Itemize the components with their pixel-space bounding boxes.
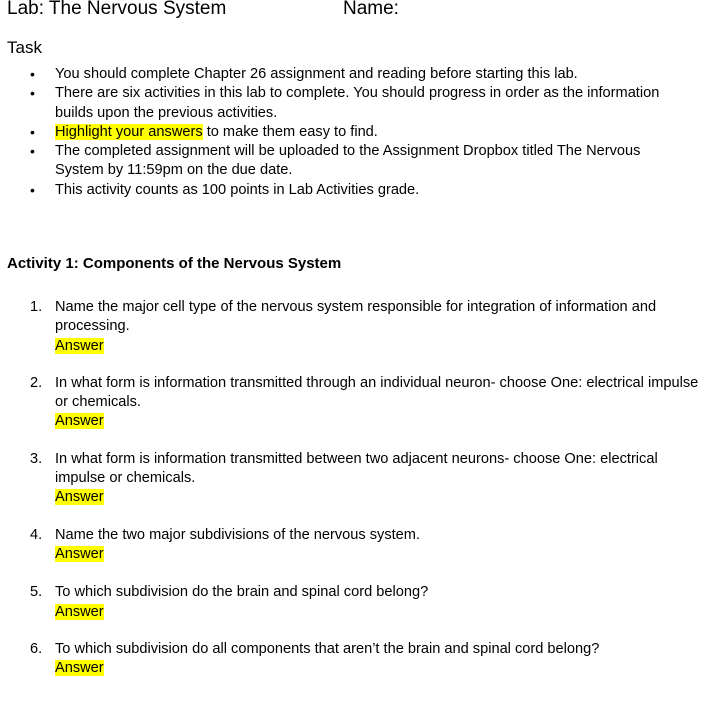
task-item: [0, 84, 680, 123]
name-label: Name:: [343, 0, 399, 19]
question-number: 4.: [30, 526, 43, 543]
question-number: 2.: [30, 374, 43, 391]
bullet-icon: •: [30, 66, 35, 82]
answer-field[interactable]: Answer: [55, 603, 104, 620]
question-item: [0, 298, 700, 356]
answer-field[interactable]: Answer: [55, 660, 104, 677]
highlighted-text: Highlight your answers: [55, 123, 203, 140]
question-item: [0, 450, 700, 508]
question-item: [0, 583, 700, 622]
lab-title: Lab: The Nervous System: [7, 0, 227, 19]
question-number: 1.: [30, 299, 43, 315]
answer-field[interactable]: Answer: [55, 489, 104, 506]
answer-field[interactable]: Answer: [55, 337, 104, 354]
task-item-text: to make them easy to find.: [202, 123, 378, 140]
task-item: [0, 181, 680, 200]
task-item: [0, 123, 680, 142]
task-item-text: You should complete Chapter 26 assignment and reading before starting this lab.: [55, 66, 578, 82]
bullet-icon: •: [30, 85, 35, 102]
question-text: To which subdivision do the brain and spinal cord belong?: [55, 584, 429, 601]
task-item-text: The completed assignment will be uploaded to the Assignment Dropbox titled The Nervous System by 11:59pm on the due date.: [55, 143, 641, 179]
task-heading: Task: [7, 38, 42, 57]
task-item: [0, 65, 680, 84]
bullet-icon: •: [30, 123, 35, 140]
answer-field[interactable]: Answer: [55, 413, 104, 430]
question-item: [0, 374, 700, 432]
question-text: Name the major cell type of the nervous system responsible for integration of information and processing.: [55, 299, 657, 335]
bullet-icon: •: [30, 143, 35, 160]
question-number: 3.: [30, 450, 43, 467]
question-text: To which subdivision do all components that aren’t the brain and spinal cord belong?: [55, 640, 600, 657]
task-item-text: This activity counts as 100 points in Lab Activities grade.: [55, 181, 420, 198]
question-text: In what form is information transmitted between two adjacent neurons- choose One: electrical impulse or chemicals.: [55, 450, 658, 487]
answer-field[interactable]: Answer: [55, 545, 104, 562]
activity-heading: Activity 1: Components of the Nervous System: [7, 255, 342, 272]
question-list: [0, 298, 700, 678]
document-header: [7, 0, 399, 21]
question-item: [0, 526, 700, 565]
question-number: 6.: [30, 640, 43, 657]
question-number: 5.: [30, 584, 43, 601]
task-item-text: There are six activities in this lab to complete. You should progress in order as the information builds upon the previous activities.: [55, 85, 660, 121]
question-item: [0, 640, 700, 679]
question-text: Name the two major subdivisions of the nervous system.: [55, 526, 421, 543]
bullet-icon: •: [30, 181, 35, 198]
task-list: [0, 65, 680, 200]
task-item: [0, 142, 680, 181]
question-text: In what form is information transmitted through an individual neuron- choose One: electrical impulse or chemicals.: [55, 374, 699, 411]
